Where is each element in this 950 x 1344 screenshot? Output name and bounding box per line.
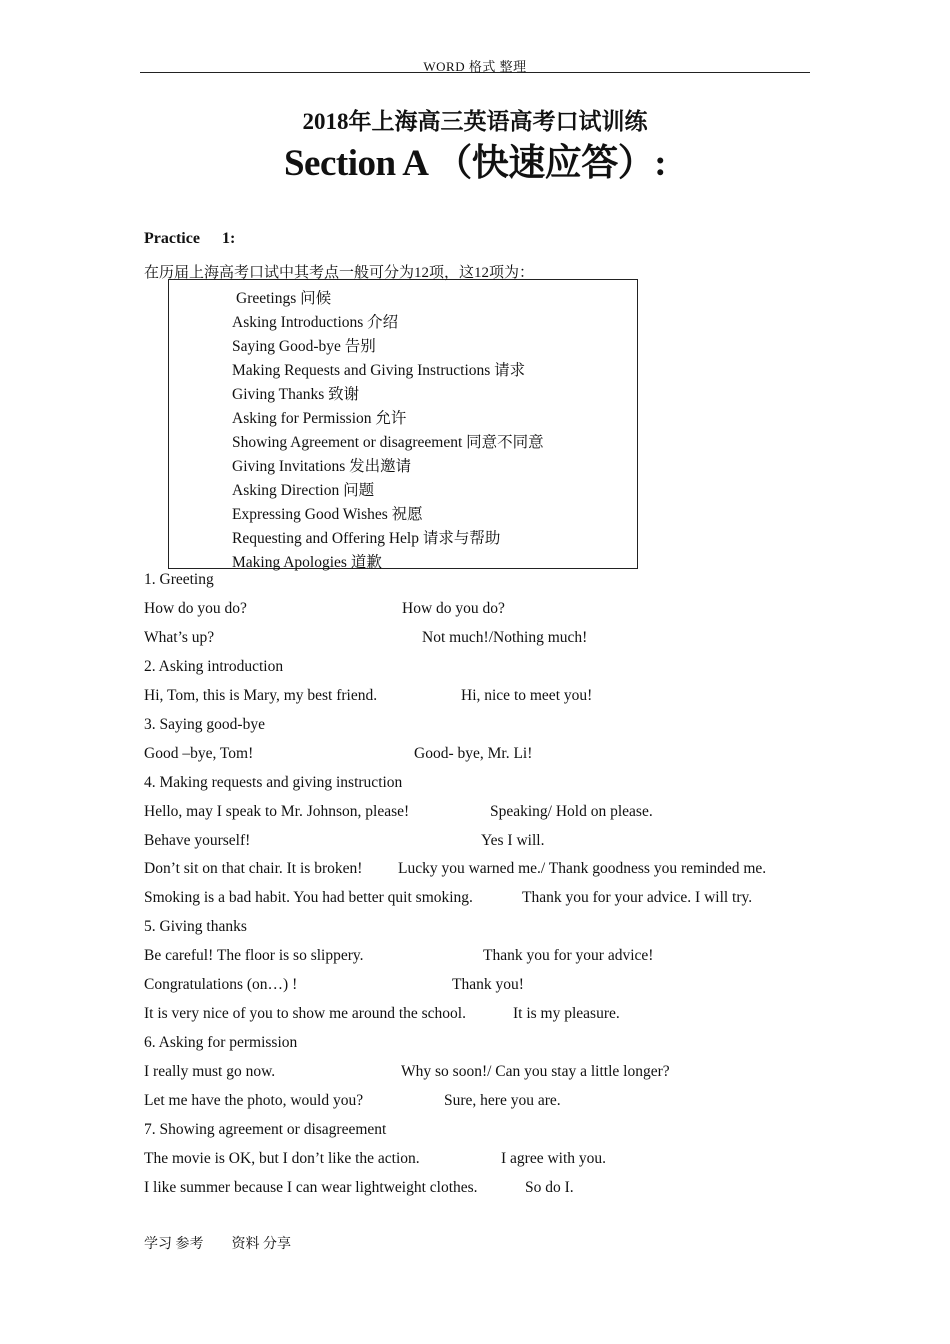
dialogue-response: Hi, nice to meet you! — [461, 687, 593, 704]
dialogue-prompt: Behave yourself! — [144, 832, 251, 849]
dialogue-response: Speaking/ Hold on please. — [490, 803, 653, 820]
topic-item: Giving Thanks 致谢 — [232, 386, 360, 403]
footer-right-text: 资料 分享 — [231, 1237, 291, 1252]
section-heading: 2. Asking introduction — [144, 658, 284, 675]
topic-item: Saying Good-bye 告别 — [232, 338, 376, 355]
topic-item: Making Apologies 道歉 — [232, 554, 382, 571]
topic-item: Requesting and Offering Help 请求与帮助 — [232, 530, 501, 547]
dialogue-response: I agree with you. — [501, 1150, 607, 1167]
document-title: 2018年上海高三英语高考口试训练 — [302, 109, 648, 134]
page-footer — [144, 1233, 291, 1253]
practice-number: 1: — [221, 230, 236, 247]
dialogue-prompt: It is very nice of you to show me around the school. — [144, 1005, 466, 1022]
footer-left-text: 学习 参考 — [144, 1237, 204, 1252]
dialogue-prompt: Good –bye, Tom! — [144, 745, 254, 762]
topic-item: Asking Introductions 介绍 — [232, 314, 399, 331]
topic-item: Expressing Good Wishes 祝愿 — [232, 506, 423, 523]
dialogue-prompt: Smoking is a bad habit. You had better quit smoking. — [144, 889, 473, 906]
dialogue-response: So do I. — [525, 1179, 574, 1196]
topic-item: Giving Invitations 发出邀请 — [232, 458, 412, 475]
dialogue-prompt: I really must go now. — [144, 1063, 276, 1080]
dialogue-response: It is my pleasure. — [513, 1005, 620, 1022]
dialogue-response: Sure, here you are. — [444, 1092, 561, 1109]
dialogue-response: Thank you for your advice! — [483, 947, 654, 964]
header-divider — [140, 72, 810, 73]
topic-item: Asking for Permission 允许 — [232, 410, 407, 427]
dialogue-prompt: I like summer because I can wear lightweight clothes. — [144, 1179, 478, 1196]
dialogue-response: Thank you! — [452, 976, 524, 993]
dialogue-response: Yes I will. — [481, 832, 545, 849]
section-heading: 7. Showing agreement or disagreement — [144, 1121, 387, 1138]
dialogue-prompt: The movie is OK, but I don’t like the action. — [144, 1150, 420, 1167]
dialogue-prompt: Congratulations (on…) ! — [144, 976, 298, 993]
intro-text: 在历届上海高考口试中其考点一般可分为12项，这12项为： — [144, 265, 535, 281]
dialogue-prompt: Let me have the photo, would you? — [144, 1092, 364, 1109]
dialogue-prompt: Be careful! The floor is so slippery. — [144, 947, 364, 964]
practice-label — [144, 230, 235, 248]
dialogue-response: Good- bye, Mr. Li! — [414, 745, 533, 762]
dialogue-prompt: Don’t sit on that chair. It is broken! — [144, 860, 363, 877]
dialogue-prompt: How do you do? — [144, 600, 247, 617]
section-heading: 3. Saying good-bye — [144, 716, 265, 733]
dialogue-response: Why so soon!/ Can you stay a little longer? — [401, 1063, 670, 1080]
section-heading: 1. Greeting — [144, 571, 214, 588]
section-title: Section A （快速应答）: — [283, 143, 667, 184]
practice-label-text: Practice — [144, 230, 200, 247]
topic-item: Showing Agreement or disagreement 同意不同意 — [232, 434, 544, 451]
dialogue-prompt: Hi, Tom, this is Mary, my best friend. — [144, 687, 378, 704]
page-header: WORD 格式 整理 — [423, 59, 527, 74]
section-heading: 4. Making requests and giving instruction — [144, 774, 403, 791]
dialogue-response: Lucky you warned me./ Thank goodness you reminded me. — [398, 860, 767, 877]
dialogue-prompt: What’s up? — [144, 629, 215, 646]
section-heading: 6. Asking for permission — [144, 1034, 298, 1051]
topic-item: Greetings 问候 — [236, 290, 332, 307]
dialogue-response: Thank you for your advice. I will try. — [522, 889, 753, 906]
dialogue-response: How do you do? — [402, 600, 505, 617]
topic-item: Asking Direction 问题 — [232, 482, 375, 499]
dialogue-response: Not much!/Nothing much! — [422, 629, 588, 646]
dialogue-prompt: Hello, may I speak to Mr. Johnson, please! — [144, 803, 410, 820]
section-heading: 5. Giving thanks — [144, 918, 247, 935]
topic-item: Making Requests and Giving Instructions 请求 — [232, 362, 526, 379]
